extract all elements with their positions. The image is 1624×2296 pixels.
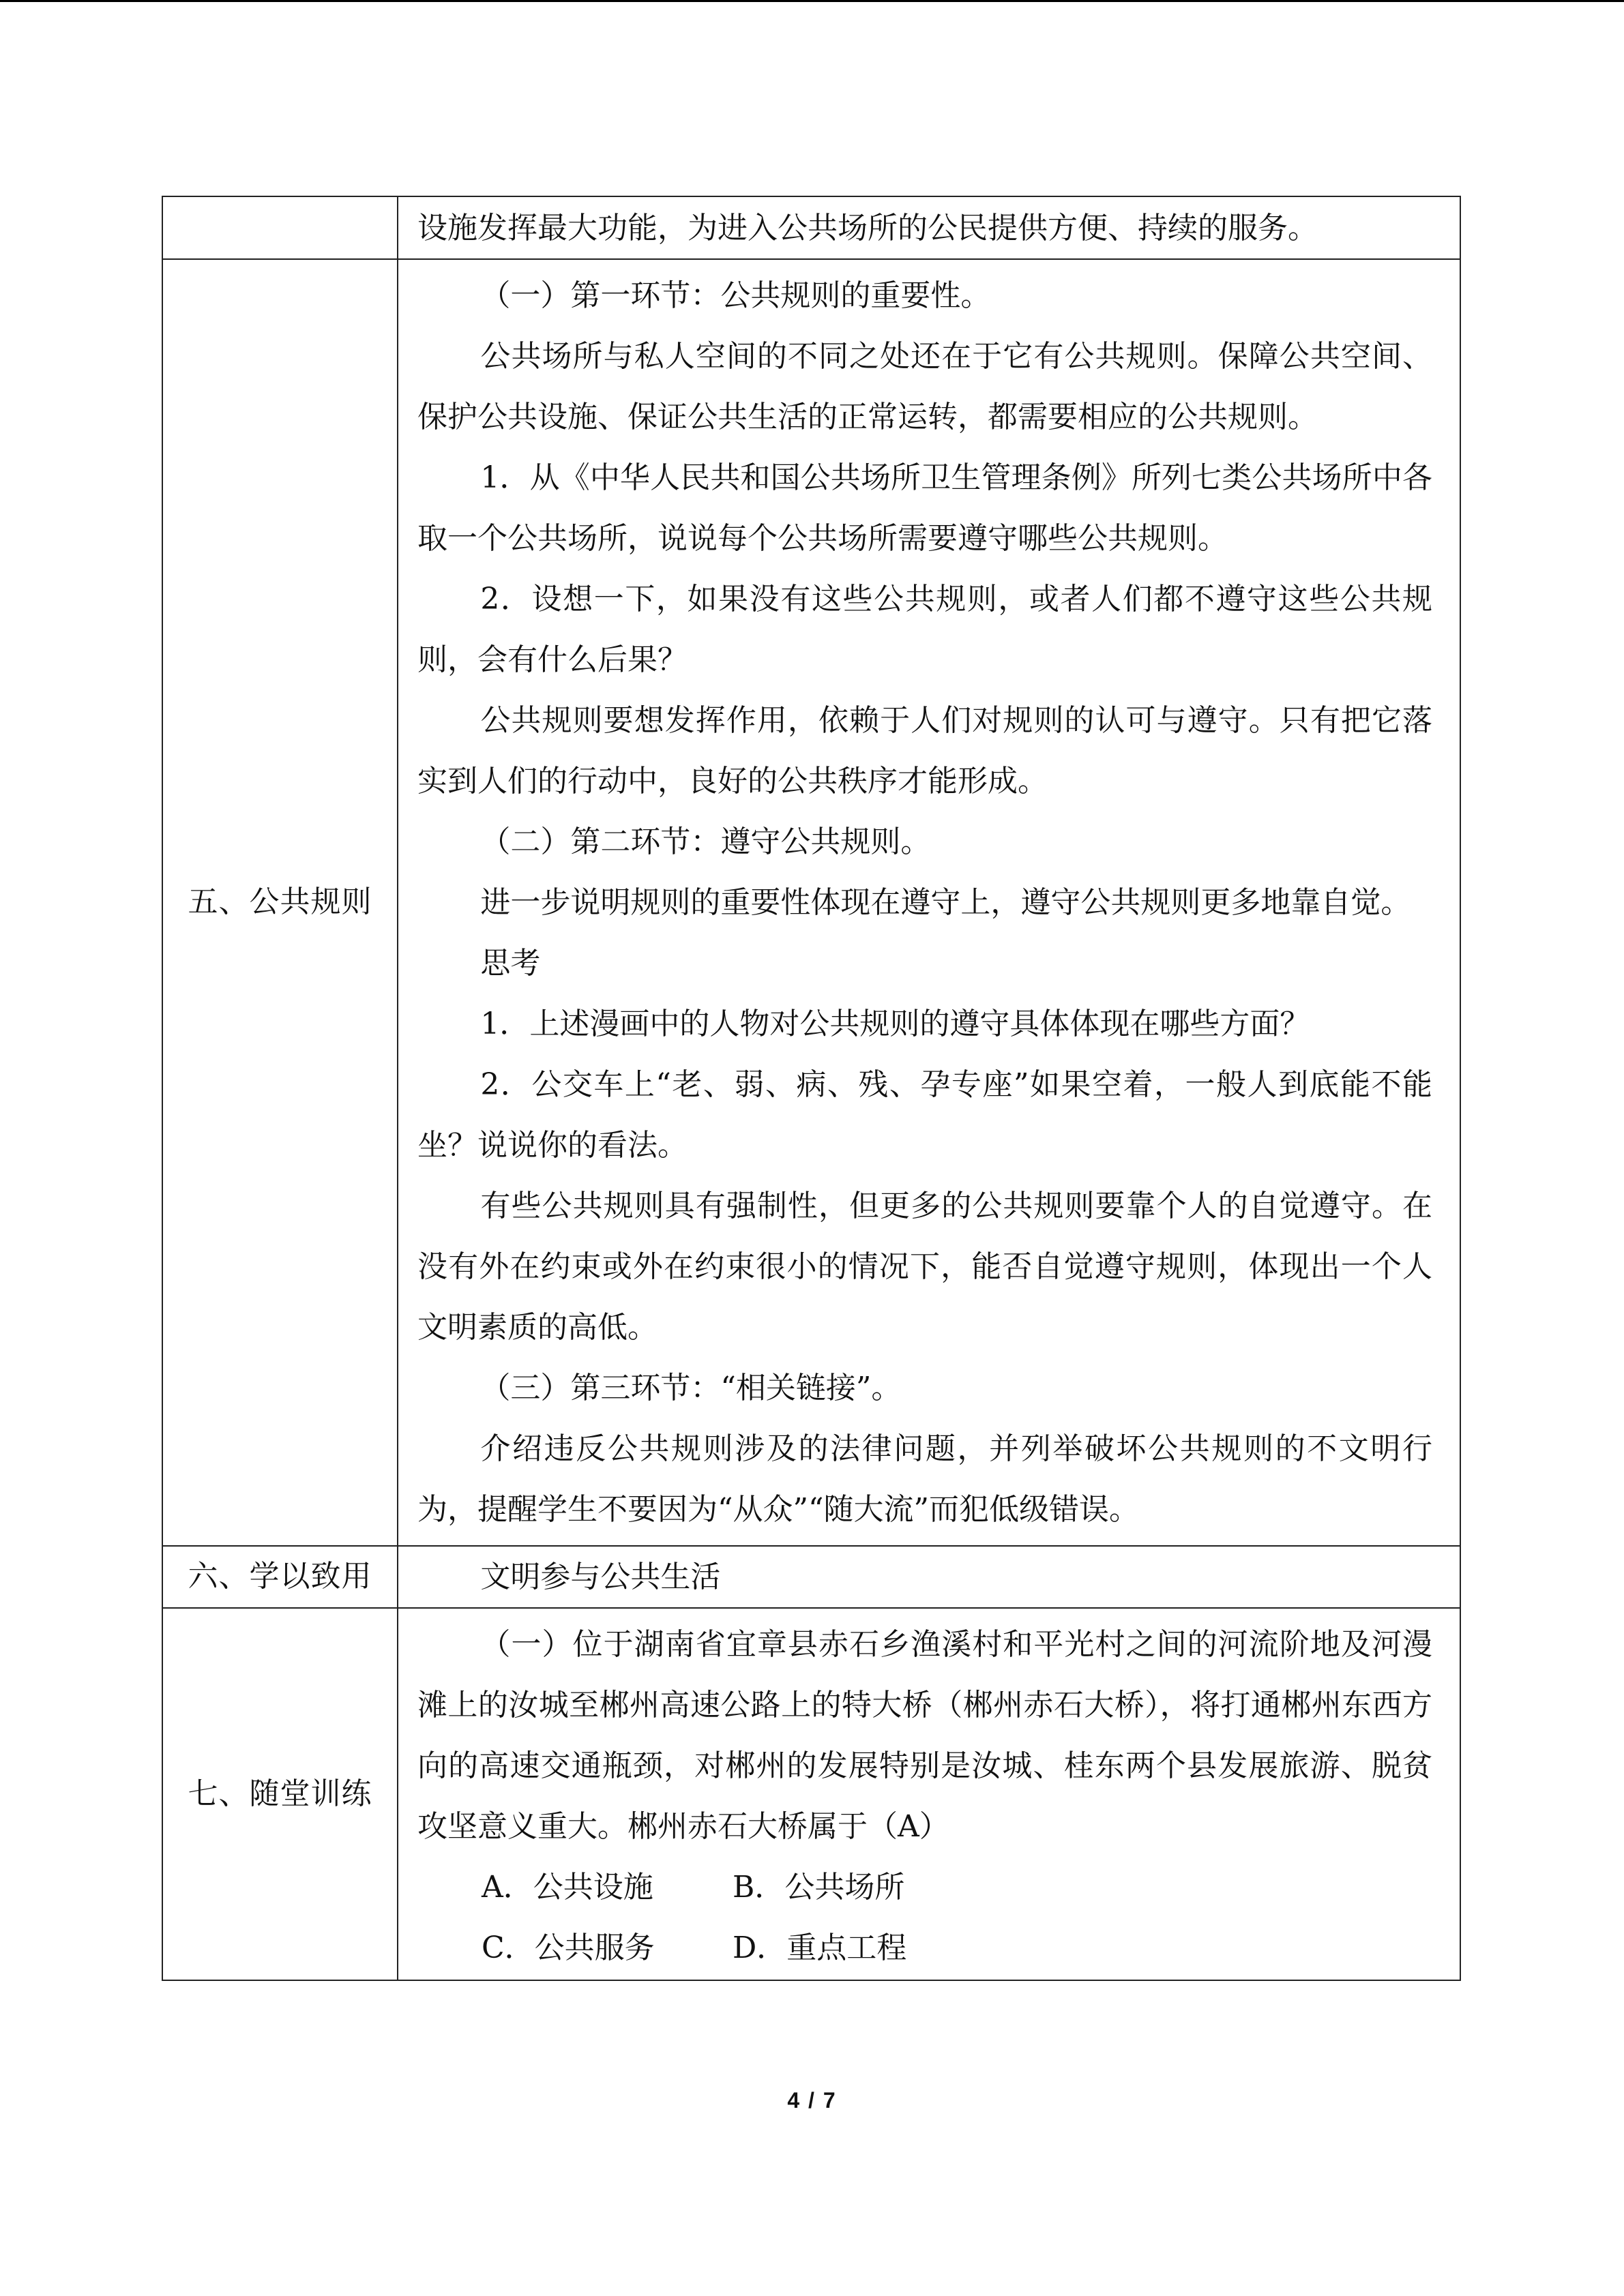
exercise-question: （一）位于湖南省宜章县赤石乡渔溪村和平光村之间的河流阶地及河漫滩上的汝城至郴州高速公路上的特大桥（郴州赤石大桥），将打通郴州东西方向的高速交通瓶颈，对郴州的发展特别是汝城、桂东两个县发展旅游、脱贫攻坚意义重大。郴州赤石大桥属于（A） xyxy=(417,1627,1432,1844)
paragraph: 文明参与公共生活 xyxy=(480,1560,721,1594)
table-row xyxy=(162,1608,1460,1980)
paragraph: 进一步说明规则的重要性体现在遵守上，遵守公共规则更多地靠自觉。 xyxy=(480,885,1411,920)
row-label-public-rules: 五、公共规则 xyxy=(162,259,398,1546)
table-row xyxy=(162,259,1460,1546)
section-heading: （二）第二环节：遵守公共规则。 xyxy=(480,824,931,859)
think-heading: 思考 xyxy=(480,946,541,981)
option-d: D．重点工程 xyxy=(733,1930,907,1965)
question-item: 2．公交车上“老、弱、病、残、孕专座”如果空着，一般人到底能不能坐？说说你的看法。 xyxy=(417,1067,1432,1163)
answer-options-row xyxy=(417,1918,1432,1978)
answer-options-row xyxy=(417,1857,1432,1918)
option-c: C．公共服务 xyxy=(482,1930,655,1965)
paragraph: 有些公共规则具有强制性，但更多的公共规则要靠个人的自觉遵守。在没有外在约束或外在约束很小的情况下，能否自觉遵守规则，体现出一个人文明素质的高低。 xyxy=(417,1189,1432,1345)
row-content xyxy=(398,196,1460,259)
page-top-border xyxy=(0,0,1624,2)
row-label-apply-learning: 六、学以致用 xyxy=(162,1546,398,1608)
row-content xyxy=(398,259,1460,1546)
paragraph: 公共规则要想发挥作用，依赖于人们对规则的认可与遵守。只有把它落实到人们的行动中，良好的公共秩序才能形成。 xyxy=(417,703,1432,799)
page-number: 4 / 7 xyxy=(787,2088,837,2113)
lesson-plan-table xyxy=(162,196,1461,1981)
table-row xyxy=(162,1546,1460,1608)
option-a: A．公共设施 xyxy=(482,1870,653,1905)
question-item: 1．从《中华人民共和国公共场所卫生管理条例》所列七类公共场所中各取一个公共场所，说说每个公共场所需要遵守哪些公共规则。 xyxy=(417,460,1432,556)
option-b: B．公共场所 xyxy=(733,1870,905,1905)
section-heading: （三）第三环节：“相关链接”。 xyxy=(480,1371,902,1405)
question-item: 1．上述漫画中的人物对公共规则的遵守具体体现在哪些方面？ xyxy=(480,1007,1310,1041)
row-label-class-exercise: 七、随堂训练 xyxy=(162,1608,398,1980)
paragraph: 公共场所与私人空间的不同之处还在于它有公共规则。保障公共空间、保护公共设施、保证公共生活的正常运转，都需要相应的公共规则。 xyxy=(417,339,1432,434)
row-label-empty xyxy=(162,196,398,259)
paragraph: 设施发挥最大功能，为进入公共场所的公民提供方便、持续的服务。 xyxy=(417,210,1318,245)
section-heading: （一）第一环节：公共规则的重要性。 xyxy=(480,278,991,313)
question-item: 2．设想一下，如果没有这些公共规则，或者人们都不遵守这些公共规则，会有什么后果？ xyxy=(417,582,1432,677)
paragraph: 介绍违反公共规则涉及的法律问题，并列举破坏公共规则的不文明行为，提醒学生不要因为“从众”“随大流”而犯低级错误。 xyxy=(417,1431,1432,1527)
row-content xyxy=(398,1546,1460,1608)
row-content xyxy=(398,1608,1460,1980)
table-row xyxy=(162,196,1460,259)
